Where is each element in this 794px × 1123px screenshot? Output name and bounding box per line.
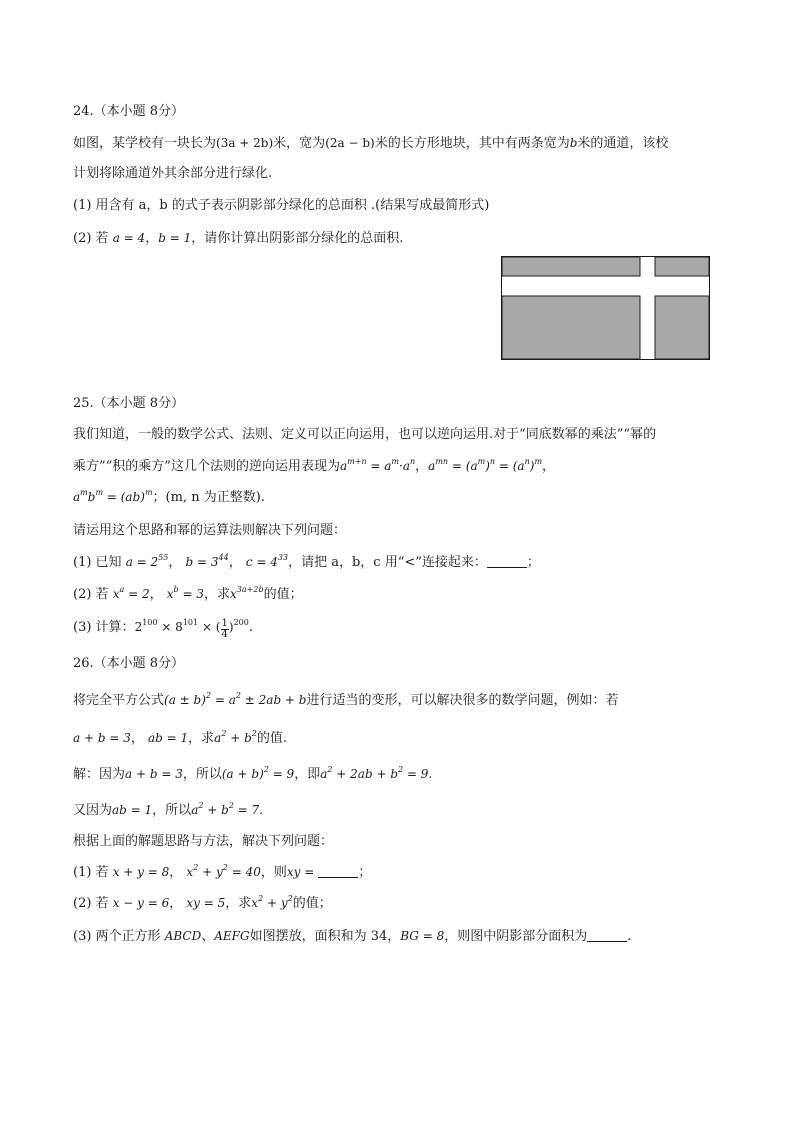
q24-header: 24.（本小题 8分） [73,104,185,119]
q25-line1: 我们知道，一般的数学公式、法则、定义可以正向运用，也可以逆向运用.对于“同底数幂的乘法”“幂的 [73,427,657,442]
q26-line3: 解：因为a + b = 3，所以$(a + b)^2 = 9$，即$a^2 + 2ab + b^2 = 9$. [73,765,433,782]
q25-part1: (1) 已知 $a = 2^{55}$， $b = 3^{44}$， $c = 4^{33}$，请把 a，b，c 用“<”连接起来： ； [73,553,540,570]
q26-line4: 又因为ab = 1，所以$a^2 + b^2 = 7$. [73,801,264,818]
answer-blank [318,865,358,878]
answer-blank [487,555,527,568]
q26-part1: (1) 若 x + y = 8， $x^2 + y^2 = 40$，则xy = ； [73,863,372,880]
q26-part3: (3) 两个正方形 ABCD、AEFG如图摆放，面积和为 34，BG = 8，则图中阴影部分面积为 . [73,929,632,944]
q25-part2: (2) 若 $x^a = 2$， $x^b = 3$，求$x^{3a+2b}$的值； [73,585,303,602]
fraction-one-quarter: $\frac{1}{4}$ [221,618,228,640]
q24-part1: (1) 用含有 a，b 的式子表示阴影部分绿化的总面积 .(结果写成最简形式) [73,198,490,213]
q25-line4: 请运用这个思路和幂的运算法则解决下列问题： [73,523,347,538]
q26-line1: 将完全平方公式$(a \pm b)^2 = a^2 \pm 2ab + b$进行适当的变形，可以解决很多的数学问题，例如：若 [73,691,619,708]
q24-part2: (2) 若 a = 4，b = 1，请你计算出阴影部分绿化的总面积. [73,231,404,246]
q24-intro: 如图，某学校有一块长为(3a + 2b)米，宽为(2a − b)米的长方形地块，其中有两条宽为b米的通道，该校 [73,136,669,151]
shaded-plot-top-right [655,257,709,276]
q26-line2: a + b = 3， ab = 1，求$a^2 + b^2$的值. [73,729,288,746]
shaded-plot-bottom-right [655,296,709,359]
q24-field-diagram [501,256,710,360]
shaded-plot-bottom-left [502,296,640,359]
q26-part2: (2) 若 x − y = 6， xy = 5，求$x^2 + y^2$的值； [73,894,332,911]
q26-header: 26.（本小题 8分） [73,656,185,671]
answer-blank [587,929,627,942]
q25-line2: 乘方”“积的乘方”这几个法则的逆向运用表现为$a^{m+n} = a^m\cdot a^n$，$a^{mn} = (a^m)^n = (a^n)^m$， [73,457,556,474]
q24-intro-line2: 计划将除通道外其余部分进行绿化. [73,166,273,181]
q25-part3: (3) 计算：$2^{100} \times 8^{101}$ × ( $\frac{1}{4}$ )$^{200}$. [73,618,253,640]
shaded-plot-top-left [502,257,640,276]
q25-line3: $a^mb^m = (ab)^m$；(m, n 为正整数). [73,488,265,505]
q25-header: 25.（本小题 8分） [73,396,185,411]
q26-line5: 根据上面的解题思路与方法，解决下列问题： [73,834,334,849]
